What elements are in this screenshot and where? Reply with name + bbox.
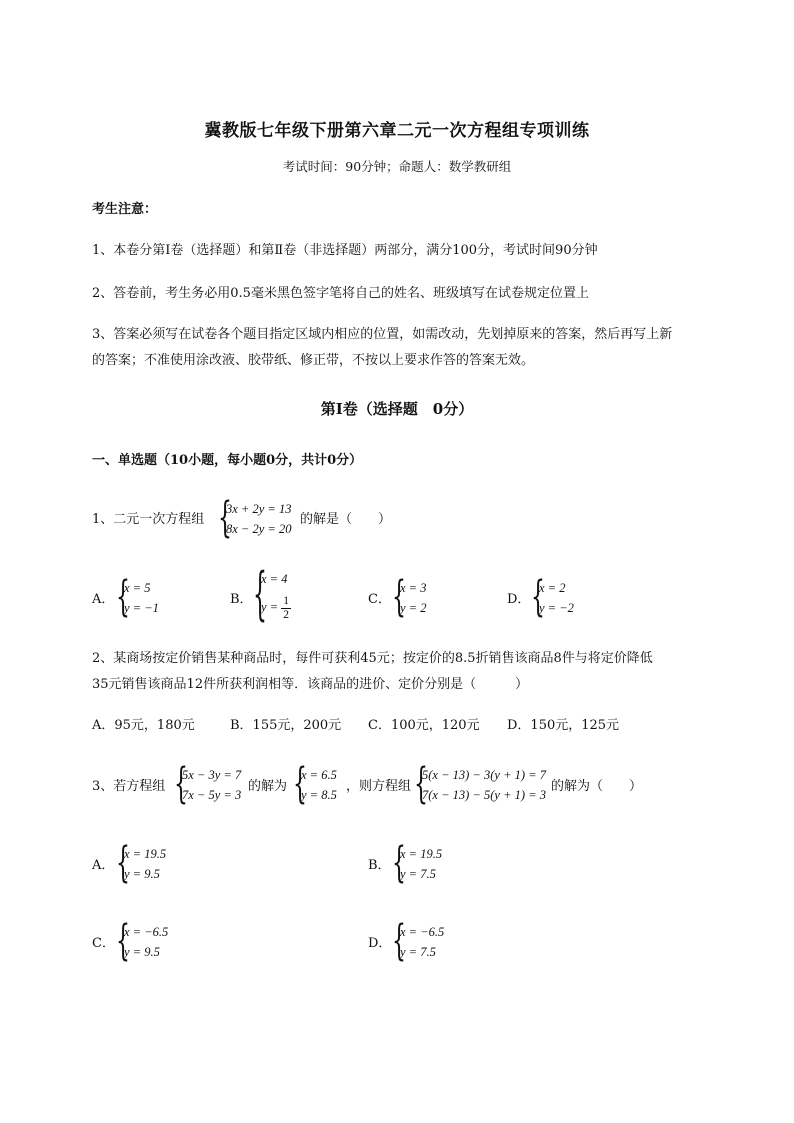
q3-mid-2: ，则方程组 (346, 779, 412, 794)
brace-icon: { (293, 761, 307, 809)
brace-icon: { (392, 574, 406, 622)
q2-line-2: 35元销售该商品12件所获利润相等．该商品的进价、定价分别是（ ） (92, 677, 529, 692)
q2-line-1: 2、某商场按定价销售某种商品时，每件可获利45元；按定价的8.5折销售该商品8件与将定价降低 (92, 651, 653, 666)
q3-option-d-label[interactable]: D． (368, 936, 392, 951)
q3-option-c[interactable]: { x = −6.5 y = 9.5 (116, 918, 169, 966)
brace-icon: { (392, 840, 406, 888)
notice-item-3-cont: 的答案；不准使用涂改液、胶带纸、修正带，不按以上要求作答的答案无效。 (92, 353, 535, 368)
q1-system (218, 495, 300, 543)
q1-option-c-label[interactable]: C． (368, 592, 391, 607)
q1-eq2: 8x − 2y = 20 (226, 522, 292, 536)
notice-heading: 考生注意： (92, 202, 158, 217)
notice-item-2: 2、答卷前，考生务必用0.5毫米黑色签字笔将自己的姓名、班级填写在试卷规定位置上 (92, 286, 589, 301)
brace-icon: { (531, 574, 545, 622)
q1-suffix: 的解是（ ） (300, 512, 392, 527)
q3-option-a-label[interactable]: A． (92, 858, 115, 873)
q2-option-a[interactable]: A．95元，180元 (92, 718, 195, 733)
brace-icon: { (392, 918, 406, 966)
q2-option-c[interactable]: C．100元，120元 (368, 718, 480, 733)
q2-option-d[interactable]: D．150元，125元 (507, 718, 620, 733)
q1-option-b-label[interactable]: B． (230, 592, 253, 607)
q3-option-b[interactable]: { x = 19.5 y = 7.5 (392, 840, 443, 888)
q3-mid-1: 的解为 (248, 779, 288, 794)
exam-info: 考试时间：90分钟；命题人：数学教研组 (282, 159, 512, 174)
q1-option-d[interactable]: { x = 2 y = −2 (531, 574, 574, 622)
q3-suffix: 的解为（ ） (551, 779, 643, 794)
q1-option-a-label[interactable]: A． (92, 592, 115, 607)
brace-icon: { (174, 761, 188, 809)
q3-system-2: { x = 6.5 y = 8.5 (293, 761, 337, 809)
notice-item-1: 1、本卷分第I卷（选择题）和第Ⅱ卷（非选择题）两部分，满分100分，考试时间90分钟 (92, 243, 598, 258)
section-title: 第I卷（选择题 0分） (320, 400, 474, 418)
brace-icon: { (414, 761, 428, 809)
brace-icon: { (253, 563, 267, 629)
q3-prefix: 3、若方程组 (92, 779, 166, 794)
q1-option-a[interactable]: { x = 5 y = −1 (116, 574, 159, 622)
q1-eq1: 3x + 2y = 13 (226, 502, 292, 516)
q3-option-b-label[interactable]: B． (368, 858, 391, 873)
part-heading: 一、单选题（10小题，每小题0分，共计0分） (92, 453, 363, 468)
page-title: 冀教版七年级下册第六章二元一次方程组专项训练 (204, 121, 590, 141)
q1-option-b[interactable]: { x = 4 y = $\frac{1}{2}$ (253, 563, 289, 629)
brace-icon: { (116, 840, 130, 888)
q3-system-3: { 5(x − 13) − 3(y + 1) = 7 7(x − 13) − 5(y + 1) = 3 (414, 761, 546, 809)
brace-icon: { (218, 495, 232, 543)
q2-option-b[interactable]: B．155元，200元 (230, 718, 342, 733)
q1-option-d-label[interactable]: D． (507, 592, 531, 607)
brace-icon: { (116, 574, 130, 622)
notice-item-3: 3、答案必须写在试卷各个题目指定区域内相应的位置，如需改动，先划掉原来的答案，然后再写上新 (92, 327, 673, 342)
q3-option-d[interactable]: { x = −6.5 y = 7.5 (392, 918, 445, 966)
brace-icon: { (116, 918, 130, 966)
q3-system-1: { 5x − 3y = 7 7x − 5y = 3 (174, 761, 242, 809)
q3-option-a[interactable]: { x = 19.5 y = 9.5 (116, 840, 167, 888)
q1-option-c[interactable]: { x = 3 y = 2 (392, 574, 427, 622)
q1-prefix: 1、二元一次方程组 (92, 512, 205, 527)
q3-option-c-label[interactable]: C． (92, 936, 115, 951)
